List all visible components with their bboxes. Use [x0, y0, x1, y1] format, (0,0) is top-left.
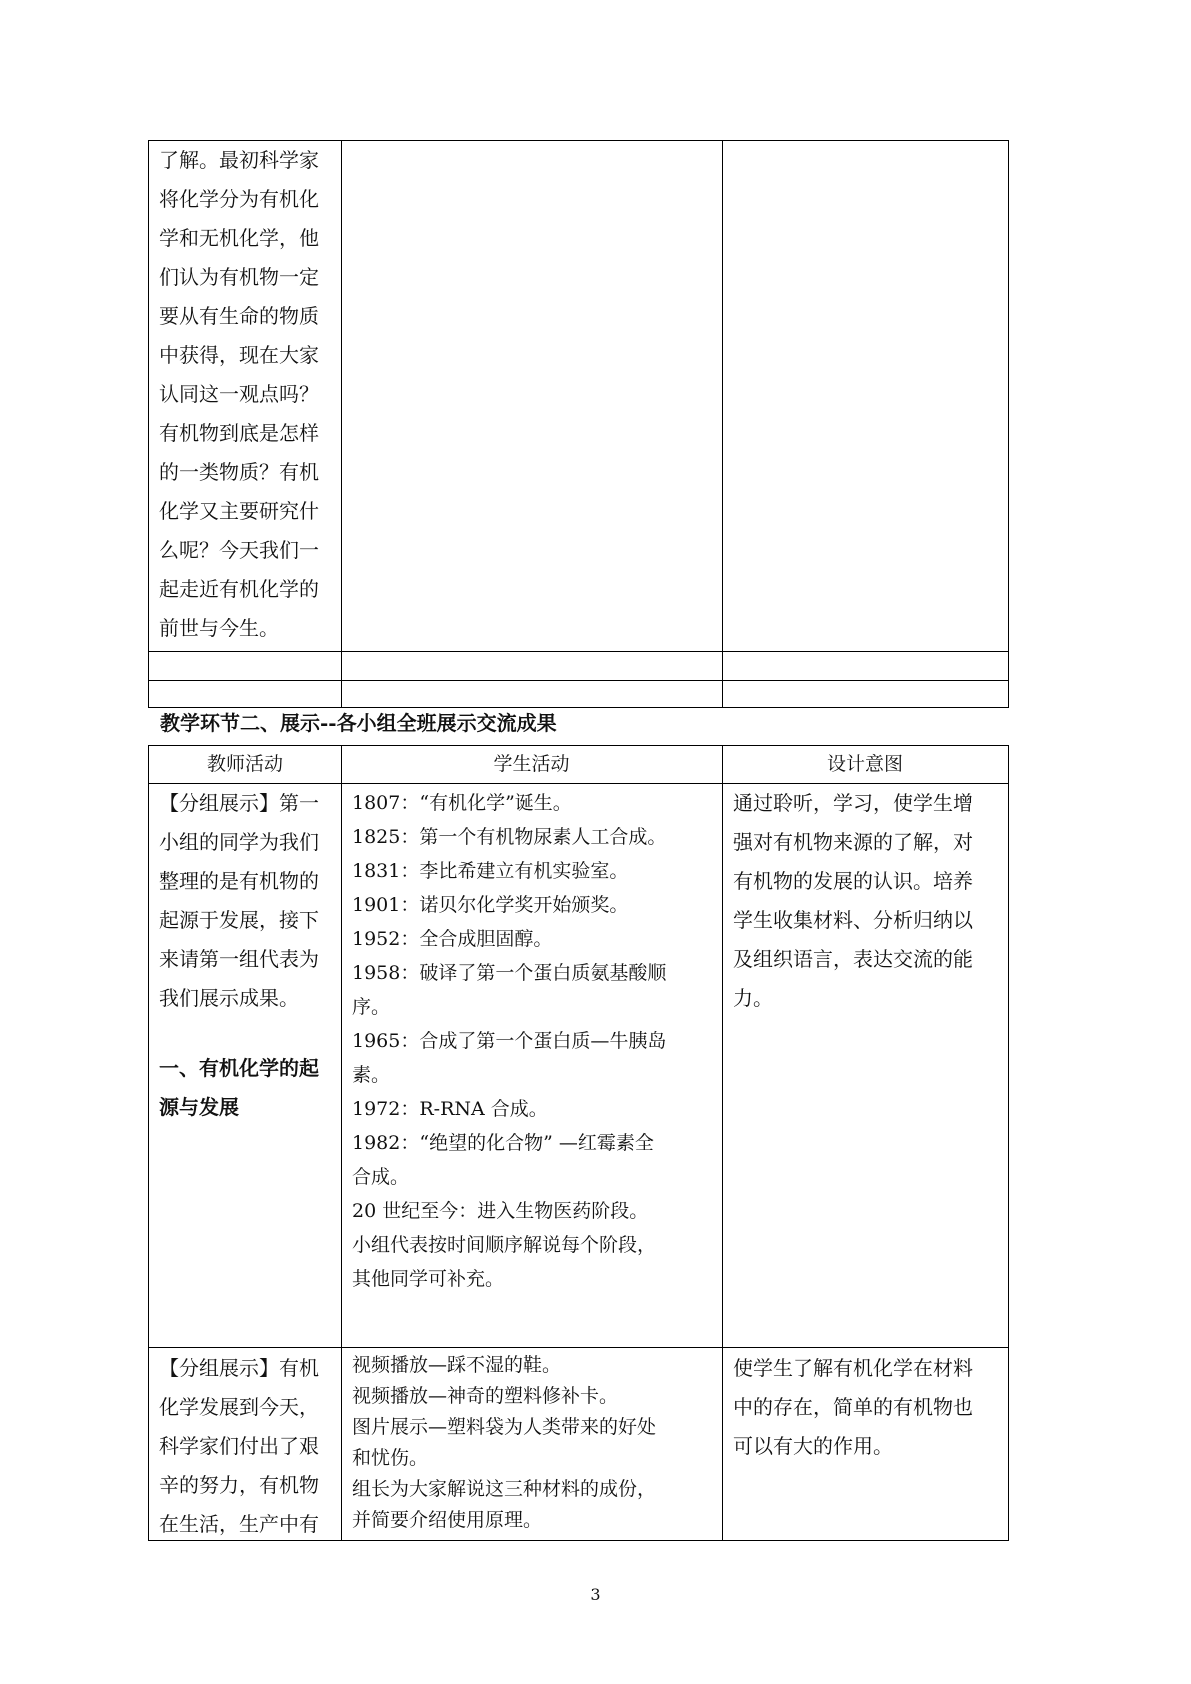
- text-line: 我们展示成果。: [159, 986, 299, 1010]
- text-line: 认同这一观点吗？: [159, 382, 319, 406]
- text-line: 么呢？今天我们一: [159, 538, 319, 562]
- text-line: 在生活，生产中有: [159, 1512, 319, 1536]
- timeline-item: 20 世纪至今：进入生物医药阶段。: [352, 1200, 649, 1222]
- text-line: 要从有生命的物质: [159, 304, 319, 328]
- design-intent-cell: [733, 784, 1010, 1018]
- timeline-item: 其他同学可补充。: [352, 1268, 505, 1290]
- text-line: 了解。最初科学家: [159, 148, 319, 172]
- row-divider: [149, 651, 1008, 652]
- text-line: 组长为大家解说这三种材料的成份，: [352, 1478, 657, 1500]
- timeline-item: 1972：R-RNA 合成。: [352, 1098, 548, 1120]
- text-line: 们认为有机物一定: [159, 265, 319, 289]
- text-line: 图片展示—塑料袋为人类带来的好处: [352, 1416, 657, 1438]
- text-line: 整理的是有机物的: [159, 869, 319, 893]
- text-line: 学和无机化学，他: [159, 226, 319, 250]
- timeline-item: 1965：合成了第一个蛋白质—牛胰岛: [352, 1030, 667, 1052]
- design-intent-cell: [733, 1349, 1010, 1466]
- text-line: 及组织语言，表达交流的能: [733, 947, 973, 971]
- text-line: 视频播放—神奇的塑料修补卡。: [352, 1385, 619, 1407]
- timeline-item: 小组代表按时间顺序解说每个阶段，: [352, 1234, 657, 1256]
- timeline-item: 1982：“绝望的化合物” —红霉素全: [352, 1132, 654, 1154]
- teacher-activity-cell: [159, 1349, 341, 1544]
- text-line: 的一类物质？有机: [159, 460, 319, 484]
- text-line: 可以有大的作用。: [733, 1434, 893, 1458]
- timeline-item: 1901：诺贝尔化学奖开始颁奖。: [352, 894, 629, 916]
- text-line: 【分组展示】第一: [159, 791, 319, 815]
- lesson-table: [148, 745, 1009, 1541]
- text-line: 学生收集材料、分析归纳以: [733, 908, 973, 932]
- page-number: 3: [590, 1585, 601, 1604]
- text-line: 将化学分为有机化: [159, 187, 319, 211]
- header-design-intent: 设计意图: [826, 753, 903, 775]
- text-line: 前世与今生。: [159, 616, 279, 640]
- text-line: 化学又主要研究什: [159, 499, 319, 523]
- text-line: 起源于发展，接下: [159, 908, 319, 932]
- text-line: 有机物到底是怎样: [159, 421, 319, 445]
- text-line: 有机物的发展的认识。培养: [733, 869, 973, 893]
- text-line: 【分组展示】有机: [159, 1356, 319, 1380]
- teacher-activity-cell: [159, 784, 341, 1127]
- timeline-item: 序。: [352, 996, 391, 1018]
- student-activity-cell: [352, 786, 722, 1296]
- text-line: 中的存在，简单的有机物也: [733, 1395, 973, 1419]
- timeline-item: 素。: [352, 1064, 391, 1086]
- header-student-activity: 学生活动: [493, 753, 570, 775]
- text-line: 科学家们付出了艰: [159, 1434, 319, 1458]
- lesson-table-continued: [148, 140, 1009, 708]
- row-divider: [149, 1347, 1008, 1348]
- text-line: 中获得，现在大家: [159, 343, 319, 367]
- text-line: 通过聆听，学习，使学生增: [733, 791, 973, 815]
- text-line: 视频播放—踩不湿的鞋。: [352, 1354, 562, 1376]
- text-line: 起走近有机化学的: [159, 577, 319, 601]
- teacher-activity-cell: [159, 141, 339, 648]
- text-line: 使学生了解有机化学在材料: [733, 1356, 973, 1380]
- timeline-item: 1831：李比希建立有机实验室。: [352, 860, 629, 882]
- text-line: 并简要介绍使用原理。: [352, 1509, 543, 1531]
- text-line: 小组的同学为我们: [159, 830, 319, 854]
- column-divider: [341, 141, 342, 707]
- subsection-heading: 一、有机化学的起: [159, 1056, 319, 1080]
- timeline-item: 1807：“有机化学”诞生。: [352, 792, 572, 814]
- section-title: 教学环节二、展示--各小组全班展示交流成果: [160, 711, 557, 735]
- text-line: 来请第一组代表为: [159, 947, 319, 971]
- student-activity-cell: [352, 1350, 722, 1536]
- column-divider: [722, 746, 723, 1540]
- column-divider: [722, 141, 723, 707]
- text-line: 化学发展到今天，: [159, 1395, 319, 1419]
- text-line: 辛的努力，有机物: [159, 1473, 319, 1497]
- text-line: 和忧伤。: [352, 1447, 429, 1469]
- timeline-item: 1952：全合成胆固醇。: [352, 928, 553, 950]
- spacer: [159, 1018, 341, 1049]
- timeline-item: 1958：破译了第一个蛋白质氨基酸顺: [352, 962, 667, 984]
- text-line: 强对有机物来源的了解，对: [733, 830, 973, 854]
- header-teacher-activity: 教师活动: [206, 753, 283, 775]
- column-divider: [341, 746, 342, 1540]
- timeline-item: 合成。: [352, 1166, 410, 1188]
- timeline-item: 1825：第一个有机物尿素人工合成。: [352, 826, 667, 848]
- row-divider: [149, 680, 1008, 681]
- text-line: 力。: [733, 986, 773, 1010]
- subsection-heading: 源与发展: [159, 1095, 239, 1119]
